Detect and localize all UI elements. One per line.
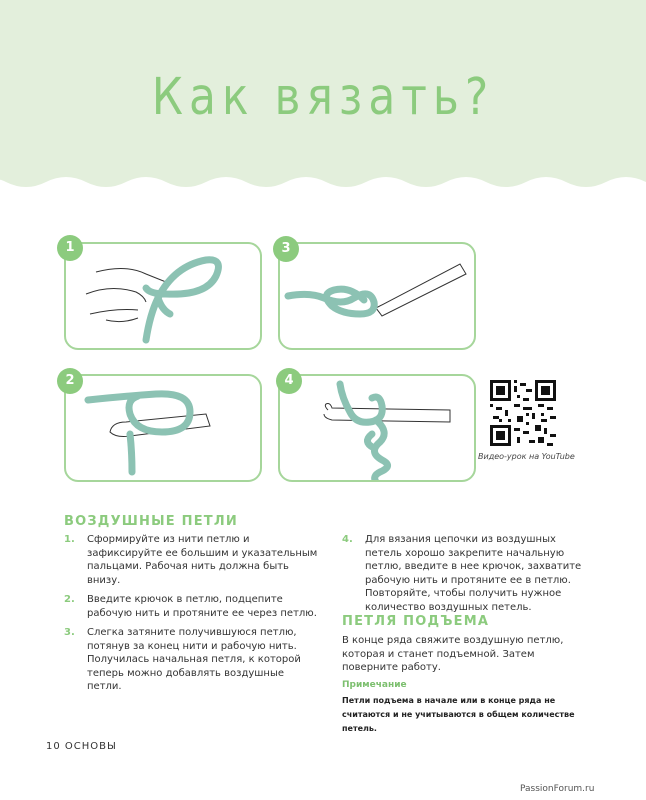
step-card-3 (278, 242, 476, 350)
watermark: PassionForum.ru (520, 784, 595, 794)
step-3-illustration (280, 244, 476, 350)
step-card-1 (64, 242, 262, 350)
section-title-air-loops: ВОЗДУШНЫЕ ПЕТЛИ (64, 514, 238, 529)
section-title-lift-loop: ПЕТЛЯ ПОДЪЕМА (342, 614, 490, 629)
step-1-illustration (66, 244, 262, 350)
step-card-4 (278, 374, 476, 482)
air-loops-list-left (64, 533, 320, 700)
step-number-3: 3 (273, 236, 299, 262)
lift-loop-text: В конце ряда свяжите воздушную петлю, которая и станет подъемной. Затем поверните работу. (342, 635, 564, 673)
qr-code[interactable] (490, 380, 556, 446)
qr-caption: Видео-урок на YouTube (478, 452, 575, 461)
list-item: 1. Сформируйте из нити петлю и зафиксируйте ее большим и указательным пальцами. Рабочая нить должна быть внизу. (64, 534, 318, 586)
step-number-2: 2 (57, 368, 83, 394)
step-number-1: 1 (57, 235, 83, 261)
step-2-illustration (66, 376, 262, 482)
step-card-2 (64, 374, 262, 482)
step-number-4: 4 (276, 368, 302, 394)
air-loops-list-right (342, 533, 592, 620)
list-item: 3. Слегка затяните получившуюся петлю, потянув за конец нити и рабочую нить. Получилась начальная петля, к которой теперь можно добавлять воздушные петли. (64, 627, 301, 692)
note-text: Петли подъема в начале или в конце ряда не считаются и не учитываются в общем количестве петель. (342, 696, 575, 733)
list-item: 2. Введите крючок в петлю, подцепите рабочую нить и протяните ее через петлю. (64, 594, 317, 619)
step-4-illustration (280, 376, 476, 482)
note-title: Примечание (342, 680, 407, 690)
list-item: 4. Для вязания цепочки из воздушных петель хорошо закрепите начальную петлю, введите в нее крючок, захватите рабочую нить и протяните ее в петлю. Повторяйте, чтобы получить нужное количество воздушных петель. (342, 534, 582, 613)
footer-page-label: 10 ОСНОВЫ (46, 741, 117, 752)
page-title: Как вязать? (151, 68, 495, 127)
